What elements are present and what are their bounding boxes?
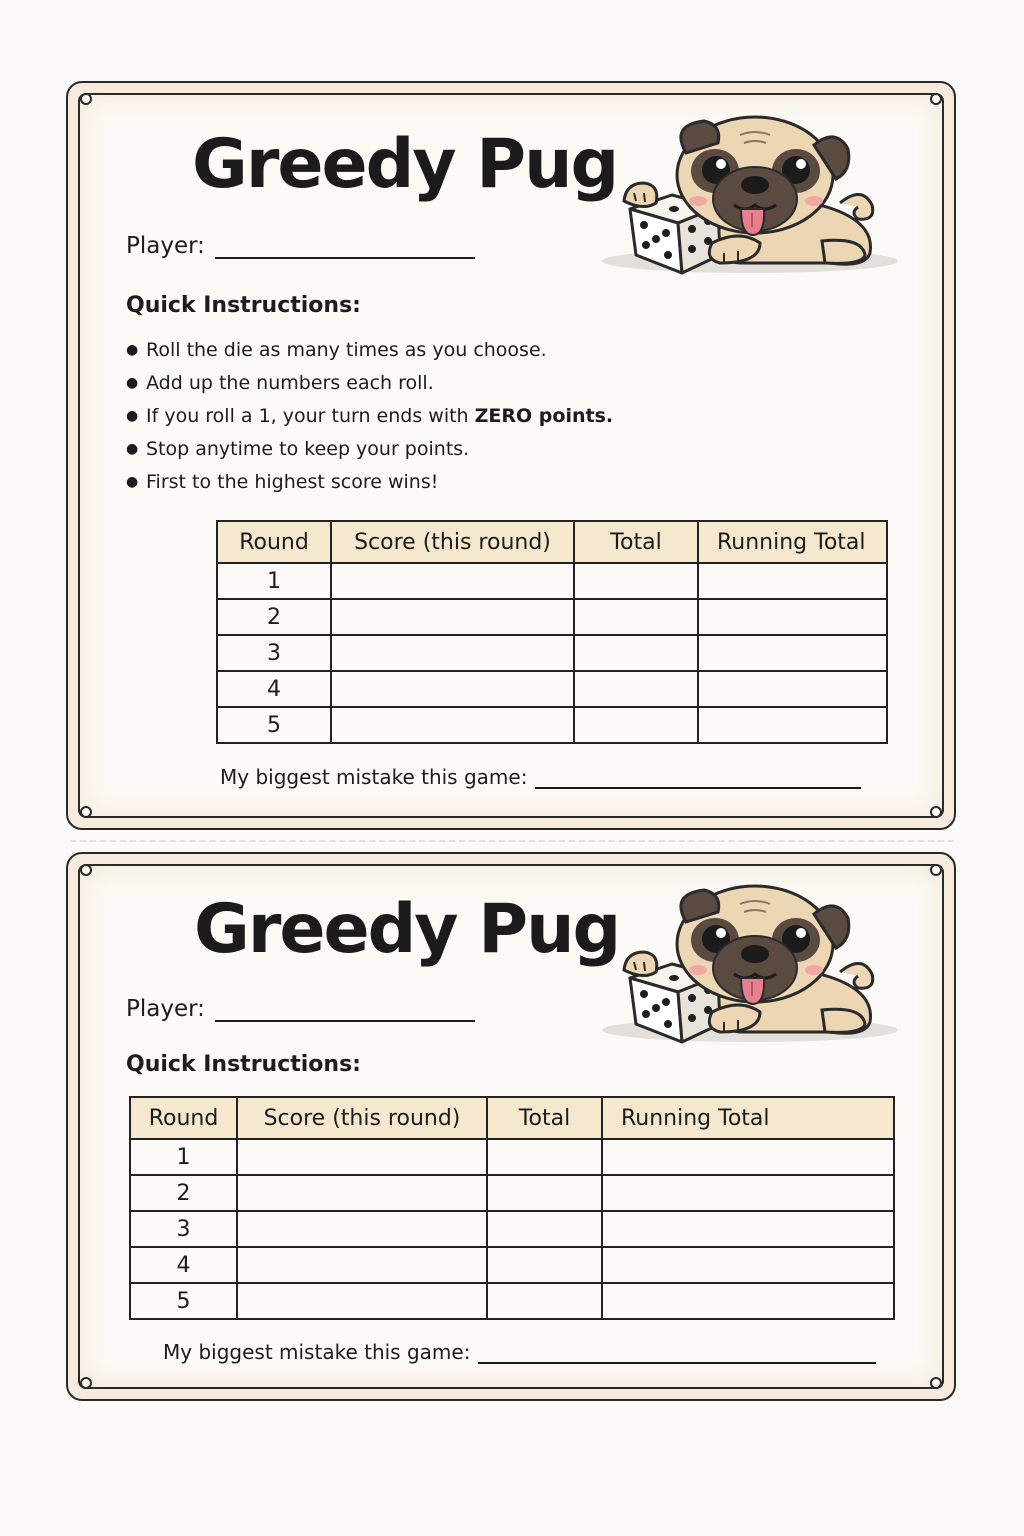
score-cell[interactable] (331, 707, 574, 743)
mistake-field[interactable] (220, 765, 861, 789)
instructions-heading: Quick Instructions: (126, 293, 361, 318)
round-number: 4 (130, 1247, 237, 1283)
table-header-row (130, 1097, 894, 1139)
column-header-running-total: Running Total (602, 1097, 894, 1139)
running-total-cell[interactable] (698, 635, 887, 671)
table-header-row (217, 521, 887, 563)
player-label: Player: (126, 996, 205, 1022)
table-row (217, 563, 887, 599)
instructions-list (126, 339, 613, 504)
round-number: 5 (217, 707, 331, 743)
corner-ornament (930, 1377, 942, 1389)
total-cell[interactable] (487, 1175, 602, 1211)
instruction-item: ● Stop anytime to keep your points. (126, 438, 470, 460)
running-total-cell[interactable] (602, 1247, 894, 1283)
total-cell[interactable] (574, 563, 698, 599)
instructions-heading: Quick Instructions: (126, 1052, 361, 1077)
running-total-cell[interactable] (698, 599, 887, 635)
instruction-item: ● First to the highest score wins! (126, 471, 439, 493)
bullet-icon: ● (126, 441, 139, 457)
score-table (216, 520, 888, 744)
round-number: 2 (217, 599, 331, 635)
round-number: 4 (217, 671, 331, 707)
score-cell[interactable] (237, 1175, 487, 1211)
running-total-cell[interactable] (602, 1283, 894, 1319)
table-row (130, 1283, 894, 1319)
bullet-icon: ● (126, 408, 139, 424)
column-header-round: Round (130, 1097, 237, 1139)
bullet-icon: ● (126, 375, 139, 391)
total-cell[interactable] (574, 671, 698, 707)
mistake-label: My biggest mistake this game: (220, 765, 528, 789)
corner-ornament (80, 864, 92, 876)
table-row (130, 1175, 894, 1211)
total-cell[interactable] (574, 599, 698, 635)
score-cell[interactable] (331, 635, 574, 671)
score-cell[interactable] (237, 1211, 487, 1247)
table-row (217, 635, 887, 671)
column-header-running-total: Running Total (698, 521, 887, 563)
scorecard-1 (66, 81, 956, 830)
running-total-cell[interactable] (698, 563, 887, 599)
corner-ornament (930, 864, 942, 876)
card-title: Greedy Pug (194, 890, 620, 969)
table-row (217, 599, 887, 635)
player-label: Player: (126, 233, 205, 259)
player-field[interactable] (126, 233, 475, 259)
column-header-score: Score (this round) (331, 521, 574, 563)
pug-with-die-icon (600, 113, 900, 278)
scorecard-2 (66, 852, 956, 1401)
round-number: 2 (130, 1175, 237, 1211)
round-number: 5 (130, 1283, 237, 1319)
running-total-cell[interactable] (602, 1211, 894, 1247)
total-cell[interactable] (574, 707, 698, 743)
table-row (217, 671, 887, 707)
round-number: 1 (217, 563, 331, 599)
instruction-item: ● If you roll a 1, your turn ends with ZERO points. (126, 405, 614, 427)
score-cell[interactable] (331, 599, 574, 635)
corner-ornament (80, 1377, 92, 1389)
running-total-cell[interactable] (698, 707, 887, 743)
mistake-label: My biggest mistake this game: (163, 1340, 471, 1364)
column-header-total: Total (574, 521, 698, 563)
score-cell[interactable] (331, 671, 574, 707)
table-row (130, 1139, 894, 1175)
total-cell[interactable] (487, 1247, 602, 1283)
column-header-total: Total (487, 1097, 602, 1139)
column-header-score: Score (this round) (237, 1097, 487, 1139)
column-header-round: Round (217, 521, 331, 563)
instruction-item: ● Roll the die as many times as you choose. (126, 339, 547, 361)
mistake-field[interactable] (163, 1340, 876, 1364)
bullet-icon: ● (126, 342, 139, 358)
total-cell[interactable] (487, 1139, 602, 1175)
score-cell[interactable] (331, 563, 574, 599)
pug-with-die-icon (600, 882, 900, 1047)
corner-ornament (80, 806, 92, 818)
running-total-cell[interactable] (698, 671, 887, 707)
total-cell[interactable] (574, 635, 698, 671)
cut-line (70, 840, 954, 842)
total-cell[interactable] (487, 1283, 602, 1319)
round-number: 3 (130, 1211, 237, 1247)
round-number: 3 (217, 635, 331, 671)
card-title: Greedy Pug (192, 125, 618, 204)
table-row (130, 1247, 894, 1283)
mistake-line[interactable] (478, 1348, 876, 1364)
corner-ornament (930, 93, 942, 105)
bullet-icon: ● (126, 474, 139, 490)
mistake-line[interactable] (535, 773, 861, 789)
player-name-line[interactable] (215, 239, 475, 259)
score-cell[interactable] (237, 1139, 487, 1175)
running-total-cell[interactable] (602, 1175, 894, 1211)
score-cell[interactable] (237, 1247, 487, 1283)
player-field[interactable] (126, 996, 475, 1022)
table-row (130, 1211, 894, 1247)
player-name-line[interactable] (215, 1002, 475, 1022)
instruction-item: ● Add up the numbers each roll. (126, 372, 434, 394)
corner-ornament (930, 806, 942, 818)
table-row (217, 707, 887, 743)
round-number: 1 (130, 1139, 237, 1175)
score-cell[interactable] (237, 1283, 487, 1319)
corner-ornament (80, 93, 92, 105)
total-cell[interactable] (487, 1211, 602, 1247)
score-table (129, 1096, 895, 1320)
running-total-cell[interactable] (602, 1139, 894, 1175)
